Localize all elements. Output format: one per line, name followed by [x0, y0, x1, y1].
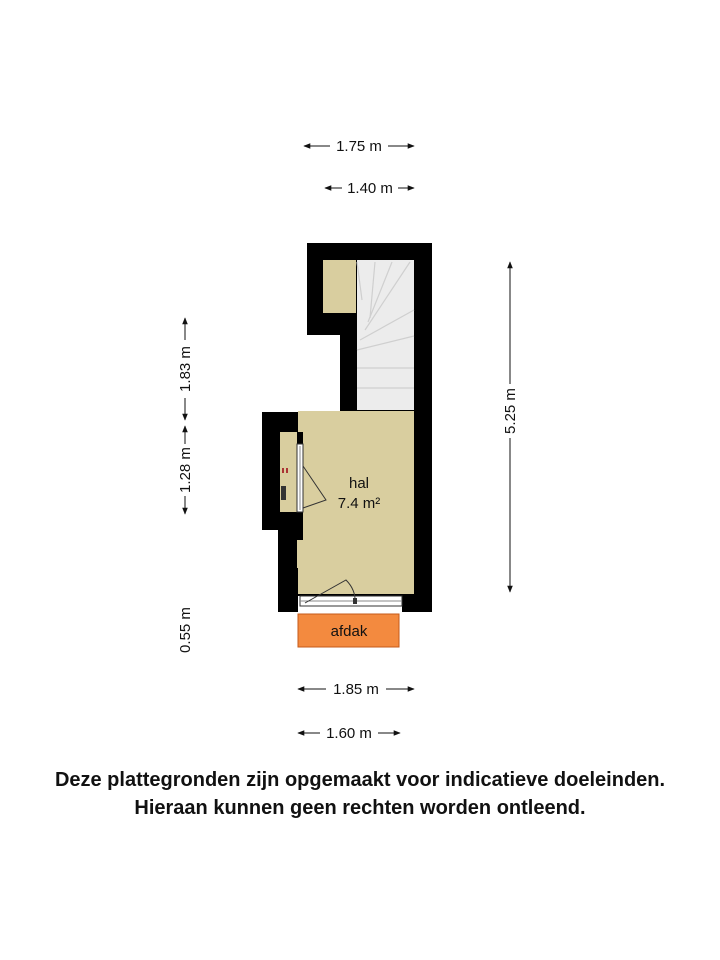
dim-bottom-outer	[298, 681, 414, 698]
dim-bottom-inner	[298, 725, 400, 742]
dim-right-full	[502, 262, 519, 592]
afdak-label: afdak	[330, 623, 368, 640]
dim-top-inner	[325, 180, 414, 197]
storage-nook-floor	[323, 260, 356, 313]
dim-top-outer	[304, 138, 414, 155]
disclaimer-line-2: Hieraan kunnen geen rechten worden ontleend.	[134, 797, 586, 819]
svg-text:1.83 m: 1.83 m	[177, 346, 194, 392]
disclaimer	[0, 766, 720, 822]
svg-text:5.25 m: 5.25 m	[502, 388, 519, 434]
svg-text:0.55 m: 0.55 m	[177, 607, 194, 653]
svg-text:1.85 m: 1.85 m	[333, 681, 379, 698]
disclaimer-line-1: Deze plattegronden zijn opgemaakt voor indicatieve doeleinden.	[54, 769, 666, 791]
svg-text:1.60 m: 1.60 m	[326, 725, 372, 742]
dim-left-upper	[177, 318, 194, 420]
staircase	[357, 260, 414, 410]
svg-text:1.75 m: 1.75 m	[336, 138, 382, 155]
dim-left-lower	[177, 607, 194, 653]
closet-meter	[281, 486, 286, 500]
hal-label: hal	[348, 475, 370, 492]
svg-text:1.28 m: 1.28 m	[177, 447, 194, 493]
dim-left-middle	[177, 426, 194, 514]
hal-area: 7.4 m²	[337, 495, 381, 512]
svg-text:1.40 m: 1.40 m	[347, 180, 393, 197]
